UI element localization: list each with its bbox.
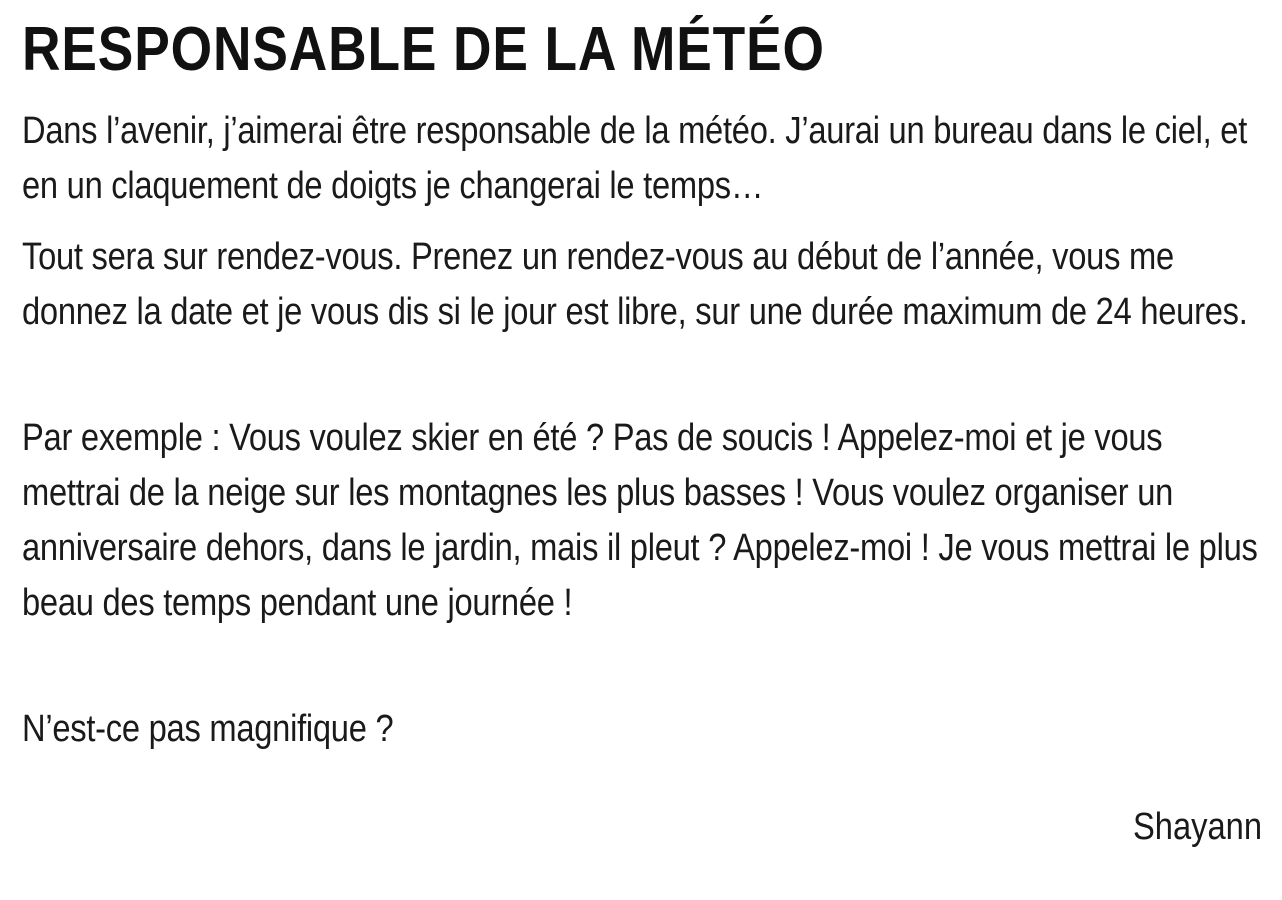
article-title: RESPONSABLE DE LA MÉTÉO — [22, 15, 825, 84]
paragraph-intro: Dans l’avenir, j’aimerai être responsable de la météo. J’aurai un bureau dans le ciel, et en un claquement de doigts je changerai le temps… — [22, 110, 1248, 207]
paragraph-examples: Par exemple : Vous voulez skier en été ? Pas de soucis ! Appelez-moi et je vous mettrai de la neige sur les montagnes les plus basses ! Vous voulez organiser un anniversaire dehors, dans le jardin, mais il pleut ? Appelez-moi ! Je vous mettrai le plus beau des temps pendant une journée ! — [22, 417, 1258, 624]
author-signature: Shayann — [1132, 806, 1262, 848]
article — [22, 14, 1262, 773]
paragraph-conclusion: N’est-ce pas magnifique ? — [22, 708, 394, 750]
paragraph-appointment: Tout sera sur rendez-vous. Prenez un rendez-vous au début de l’année, vous me donnez la date et je vous dis si le jour est libre, sur une durée maximum de 24 heures. — [22, 236, 1248, 333]
article-body — [22, 104, 1262, 757]
